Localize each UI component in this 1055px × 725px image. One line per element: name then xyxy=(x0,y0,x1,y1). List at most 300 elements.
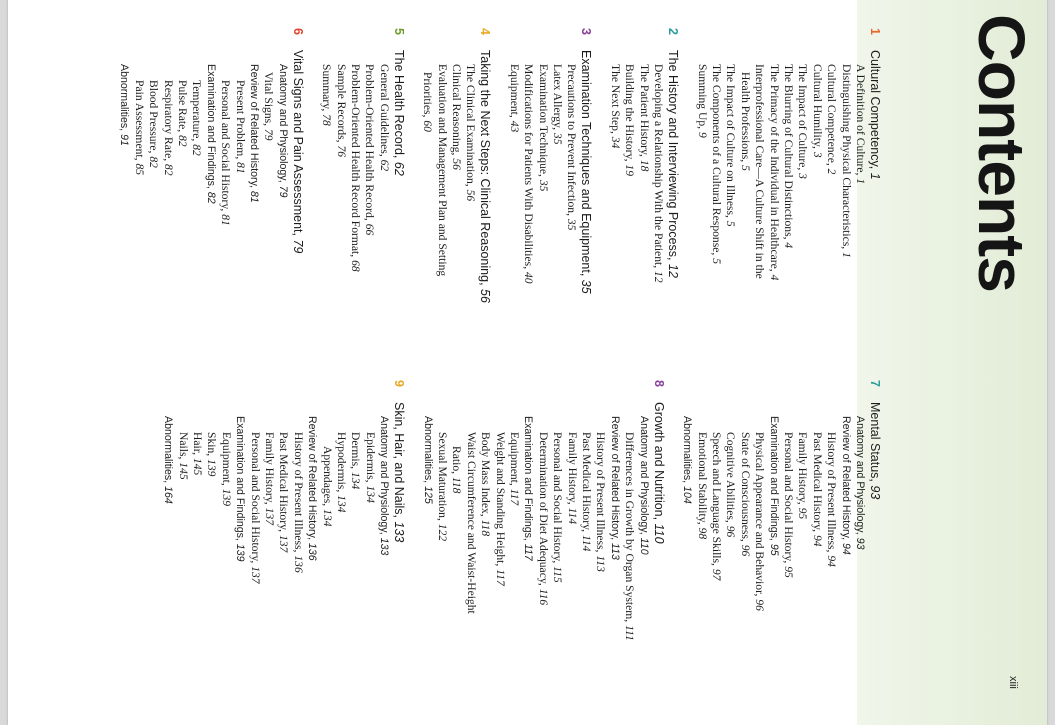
toc-entry-page: 68 xyxy=(349,260,363,272)
toc-entry xyxy=(463,28,477,358)
document-page xyxy=(8,0,1047,725)
chapter-number: 9 xyxy=(392,380,407,387)
toc-entry-page: 18 xyxy=(637,159,651,172)
toc-entry-page: 145 xyxy=(190,457,204,476)
toc-entry xyxy=(781,380,795,710)
toc-entry xyxy=(507,380,521,710)
toc-entry-text: Equipment, xyxy=(507,64,521,118)
toc-entry-text: Skin, xyxy=(205,432,219,457)
toc-entry-page: 35 xyxy=(565,218,579,231)
chapter-page-number: 133 xyxy=(392,521,407,543)
toc-entry-text: Body Mass Index, xyxy=(479,432,493,517)
toc-entry xyxy=(550,28,564,358)
toc-chapter xyxy=(319,28,406,358)
toc-entry-page: 104 xyxy=(681,486,694,504)
toc-entry-text: Pain Assessment, xyxy=(132,80,146,161)
toc-entry-page: 139 xyxy=(219,488,233,507)
chapter-heading xyxy=(867,380,882,710)
toc-entry-page: 136 xyxy=(306,542,319,561)
toc-entry-text: Past Medical History, xyxy=(580,432,594,533)
toc-entry xyxy=(521,28,535,358)
toc-entry-text: Latex Allergy, xyxy=(551,64,565,131)
toc-entry-text: Review of Related History, xyxy=(608,416,621,541)
toc-entry xyxy=(824,28,838,358)
toc-entry-page: 3 xyxy=(810,151,824,158)
toc-entry-page: 134 xyxy=(363,485,377,503)
chapter-heading xyxy=(651,380,666,710)
toc-entry xyxy=(275,28,289,358)
toc-entry xyxy=(232,28,246,358)
toc-entry xyxy=(435,380,449,710)
toc-entry xyxy=(420,28,434,358)
toc-entry-text: Cultural Competence, xyxy=(825,64,839,166)
chapter-page-number: 35 xyxy=(579,279,594,294)
toc-entry-text: Interprofessional Care—A Culture Shift in the xyxy=(753,64,767,279)
toc-entry xyxy=(752,28,766,358)
toc-entry xyxy=(809,28,823,358)
toc-entry xyxy=(809,380,823,710)
toc-entry-page: 114 xyxy=(580,534,594,552)
toc-entry-text: The Patient History, xyxy=(637,64,651,157)
toc-entry-text: General Guidelines, xyxy=(377,64,391,157)
toc-entry xyxy=(305,380,319,710)
toc-entry xyxy=(723,28,737,358)
toc-entry xyxy=(853,28,867,358)
chapter-page-number: 56 xyxy=(478,289,493,303)
toc-entry-text: Review of Related History, xyxy=(248,64,260,189)
chapter-title-text: Examination Techniques and Equipment, xyxy=(579,50,594,277)
toc-entry xyxy=(203,28,217,358)
toc-entry-text: Abnormalities, xyxy=(421,416,434,484)
toc-entry xyxy=(564,380,578,710)
toc-entry-text: Sexual Maturation, xyxy=(436,432,450,521)
toc-entry-page: 40 xyxy=(522,272,536,284)
chapter-page-number: 110 xyxy=(651,523,666,544)
toc-entry-text: Past Medical History, xyxy=(810,432,824,533)
chapter-title xyxy=(290,50,305,253)
toc-entry-text: Personal and Social History, xyxy=(219,80,233,212)
toc-entry-text: Emotional Stability, xyxy=(695,432,709,525)
toc-entry xyxy=(636,380,650,710)
toc-entry xyxy=(449,28,463,358)
toc-entry-text: Hair, xyxy=(190,432,204,456)
toc-entry xyxy=(376,28,390,358)
toc-entry-text: The Primacy of the Individual in Healthcare, xyxy=(767,64,781,272)
chapter-number: 5 xyxy=(391,28,406,35)
chapter-title xyxy=(391,50,406,176)
toc-chapter xyxy=(117,28,305,358)
toc-entry-text: Physical Appearance and Behavior, xyxy=(753,432,767,597)
toc-entry xyxy=(737,380,751,710)
toc-entry-page: 19 xyxy=(623,164,637,176)
toc-entry-page: 82 xyxy=(161,164,175,176)
toc-entry-page: 94 xyxy=(825,555,839,567)
toc-entry-page: 76 xyxy=(334,145,348,158)
toc-entry xyxy=(160,28,174,358)
toc-entry-text: Summary, xyxy=(320,64,334,112)
toc-entry-text: Evaluation and Management Plan and Setting xyxy=(435,64,449,277)
toc-entry-page: 3 xyxy=(796,173,810,179)
chapter-page-number: 62 xyxy=(391,161,406,176)
toc-entry-text: Dermis, xyxy=(349,432,363,470)
toc-entry-page: 125 xyxy=(421,486,434,504)
toc-entry-page: 62 xyxy=(377,159,391,172)
toc-entry-page: 81 xyxy=(248,190,260,203)
toc-entry xyxy=(218,28,232,358)
toc-entry-page: 97 xyxy=(709,568,723,581)
toc-entry xyxy=(795,28,809,358)
toc-entry-page: 79 xyxy=(276,185,289,198)
toc-entry-page: 82 xyxy=(175,135,189,147)
chapter-heading xyxy=(391,380,406,710)
chapter-title-text: The Health Record, xyxy=(391,50,406,159)
toc-entry xyxy=(853,380,867,710)
toc-entry-page: 4 xyxy=(767,274,781,281)
toc-entry xyxy=(622,380,636,710)
toc-entry xyxy=(680,380,694,710)
toc-entry-page: 94 xyxy=(810,534,824,547)
chapter-title xyxy=(579,50,594,294)
toc-entry-text: Examination and Findings, xyxy=(767,416,780,541)
toc-entry-text: Abnormalities, xyxy=(162,416,175,484)
chapter-number: 6 xyxy=(290,28,305,35)
toc-entry xyxy=(161,380,175,710)
toc-entry xyxy=(535,28,549,358)
page-folio: xiii xyxy=(1007,676,1019,689)
toc-entry xyxy=(694,28,708,358)
toc-entry-page: 134 xyxy=(335,495,348,513)
toc-entry-text: Present Problem, xyxy=(233,80,247,160)
toc-entry-page: 85 xyxy=(132,163,146,176)
toc-entry-text: Problem-Oriented Health Record, xyxy=(363,64,377,221)
toc-entry xyxy=(651,28,665,358)
toc-entry xyxy=(838,380,852,710)
toc-entry-page: 96 xyxy=(738,544,752,557)
toc-entry xyxy=(709,28,723,358)
toc-entry xyxy=(564,28,578,358)
toc-entry-page: 1 xyxy=(854,178,867,185)
toc-entry-page: 43 xyxy=(507,120,521,133)
toc-chapter xyxy=(694,28,882,358)
toc-entry xyxy=(362,28,376,358)
toc-entry-page: 98 xyxy=(695,527,709,540)
toc-entry xyxy=(838,28,852,358)
toc-entry-text: Abnormalities, xyxy=(681,416,694,484)
rotated-contents-page xyxy=(8,0,1047,725)
toc-entry-text: Precautions to Prevent Infection, xyxy=(565,64,579,216)
toc-entry xyxy=(463,380,477,710)
toc-entry-text: Personal and Social History, xyxy=(551,432,565,564)
toc-entry xyxy=(622,28,636,358)
toc-entry xyxy=(362,380,376,710)
toc-entry-page: 133 xyxy=(378,537,391,556)
chapter-heading xyxy=(579,28,594,358)
toc-entry-page: 5 xyxy=(709,258,723,264)
toc-entry xyxy=(492,380,506,710)
chapter-page-number: 12 xyxy=(666,264,681,278)
chapter-heading xyxy=(391,28,406,358)
chapter-title-text: Cultural Competency, xyxy=(868,50,882,170)
chapter-heading xyxy=(867,28,882,358)
chapter-title-text: Mental Status, xyxy=(868,402,882,482)
toc-entry-page: 113 xyxy=(594,555,608,572)
toc-entry xyxy=(506,28,520,358)
toc-entry-page: 110 xyxy=(637,537,650,555)
toc-entry-text: Past Medical History, xyxy=(277,432,291,533)
toc-entry-text: History of Present Illness, xyxy=(594,432,608,553)
toc-entry-page: 95 xyxy=(767,543,780,556)
toc-entry xyxy=(521,380,535,710)
toc-entry-text: Anatomy and Physiology, xyxy=(637,416,650,535)
chapter-number: 1 xyxy=(868,28,882,35)
toc-entry-text: Anatomy and Physiology, xyxy=(854,416,866,535)
chapter-title-text: Skin, Hair, and Nails, xyxy=(392,402,407,519)
toc-entry-text: Waist Circumference and Waist-Height xyxy=(464,432,478,614)
chapter-title-text: Taking the Next Steps: Clinical Reasoning, xyxy=(478,50,493,286)
toc-entry-text: Equipment, xyxy=(219,432,233,486)
toc-entry-text: Ratio, xyxy=(450,446,464,475)
chapter-title xyxy=(391,402,406,542)
toc-entry xyxy=(781,28,795,358)
toc-entry-page: 96 xyxy=(753,599,767,611)
toc-entry xyxy=(579,380,593,710)
toc-entry-text: Vital Signs, xyxy=(262,72,276,127)
toc-entry-text: Distinguishing Physical Characteristics, xyxy=(839,64,853,250)
toc-entry xyxy=(608,28,622,358)
toc-entry-text: The Components of a Cultural Response, xyxy=(709,64,723,256)
chapter-heading xyxy=(477,28,492,358)
toc-entry-text: Pulse Rate, xyxy=(175,80,189,133)
toc-entry-page: 115 xyxy=(551,566,565,583)
toc-entry-page: 81 xyxy=(233,162,247,174)
toc-entry-text: Family History, xyxy=(565,432,579,505)
toc-entry-text: Examination Technique, xyxy=(536,64,550,177)
toc-entry-text: Cultural Humility, xyxy=(810,64,824,149)
toc-entry-page: 82 xyxy=(147,156,161,168)
toc-entry-page: 82 xyxy=(204,191,217,204)
toc-entry-page: 56 xyxy=(450,158,464,170)
chapter-title-text: Vital Signs and Pain Assessment, xyxy=(290,50,305,236)
toc-entry-page: 134 xyxy=(349,471,363,490)
toc-entry-page: 9 xyxy=(695,131,709,138)
toc-entry-page: 35 xyxy=(551,132,565,145)
toc-entry-page: 93 xyxy=(854,537,866,550)
toc-entry xyxy=(766,28,780,358)
toc-entry xyxy=(535,380,549,710)
toc-entry-text: The Blurring of Cultural Distinctions, xyxy=(781,64,795,240)
toc-entry-text: The Next Step, xyxy=(608,64,622,134)
toc-entry xyxy=(550,380,564,710)
toc-entry-page: 91 xyxy=(118,134,131,146)
toc-entry-page: 117 xyxy=(522,543,535,561)
toc-entry-text: Examination and Findings, xyxy=(204,64,217,189)
toc-entry xyxy=(117,28,131,358)
toc-entry-text: Building the History, xyxy=(623,64,637,162)
toc-entry-page: 79 xyxy=(262,128,276,141)
toc-entry-text: History of Present Illness, xyxy=(825,432,839,553)
toc-entry xyxy=(478,380,492,710)
toc-entry xyxy=(189,28,203,358)
chapter-title xyxy=(651,402,666,544)
toc-entry xyxy=(175,380,189,710)
toc-entry-page: 95 xyxy=(796,507,810,520)
toc-entry xyxy=(276,380,290,710)
toc-entry xyxy=(290,380,304,710)
toc-entry-text: Anatomy and Physiology, xyxy=(276,64,289,183)
toc-entry-page: 60 xyxy=(421,120,435,132)
toc-entry-text: Family History, xyxy=(262,432,276,505)
chapter-number: 4 xyxy=(478,28,493,35)
toc-entry-text: Cognitive Abilities, xyxy=(724,432,738,523)
toc-entry xyxy=(261,28,275,358)
toc-entry-page: 113 xyxy=(608,542,621,560)
toc-entry-text: Weight and Standing Height, xyxy=(493,432,507,567)
toc-entry-page: 34 xyxy=(608,136,622,149)
toc-entry-page: 118 xyxy=(450,476,464,494)
toc-chapter xyxy=(680,380,882,710)
toc-entry xyxy=(824,380,838,710)
chapter-title xyxy=(867,402,882,499)
toc-column-right xyxy=(147,380,882,710)
toc-entry xyxy=(766,380,780,710)
toc-chapter xyxy=(420,380,666,710)
toc-entry xyxy=(737,28,751,358)
toc-entry-page: 12 xyxy=(652,271,666,283)
toc-entry xyxy=(131,28,145,358)
toc-entry-text: The Impact of Culture on Illness, xyxy=(724,64,738,218)
toc-entry-text: Determination of Diet Adequacy, xyxy=(536,432,550,586)
toc-entry xyxy=(795,380,809,710)
toc-entry-text: Personal and Social History, xyxy=(781,432,795,564)
toc-entry-text: Abnormalities, xyxy=(118,64,131,132)
toc-entry-text: Modifications for Patients With Disabilities, xyxy=(522,64,536,270)
chapter-number: 3 xyxy=(579,28,594,35)
toc-entry-page: 145 xyxy=(176,462,190,480)
toc-entry-text: Anatomy and Physiology, xyxy=(378,416,391,535)
toc-entry-page: 137 xyxy=(248,566,262,584)
toc-entry-text: State of Consciousness, xyxy=(738,432,752,542)
toc-entry xyxy=(694,380,708,710)
toc-entry-page: 122 xyxy=(436,523,450,542)
toc-entry-page: 81 xyxy=(219,214,233,226)
toc-entry xyxy=(593,380,607,710)
toc-entry-page: 136 xyxy=(291,555,305,573)
toc-entry-text: Problem-Oriented Health Record Format, xyxy=(349,64,363,258)
toc-entry xyxy=(377,380,391,710)
toc-entry-text: The Clinical Examination, xyxy=(464,64,478,187)
toc-entry xyxy=(190,380,204,710)
toc-entry-page: 56 xyxy=(464,189,478,202)
toc-entry-page: 114 xyxy=(565,507,579,525)
toc-entry xyxy=(204,380,218,710)
toc-entry xyxy=(175,28,189,358)
toc-entry-page: 117 xyxy=(493,569,507,586)
toc-entry xyxy=(449,380,463,710)
chapter-number: 7 xyxy=(868,380,882,387)
toc-entry-text: Family History, xyxy=(796,432,810,505)
toc-entry xyxy=(636,28,650,358)
toc-entry-page: 116 xyxy=(536,588,550,606)
chapter-page-number: 79 xyxy=(290,239,305,254)
toc-entry-text: Sample Records, xyxy=(334,64,348,143)
toc-entry-page: 95 xyxy=(781,566,795,578)
chapter-number: 8 xyxy=(651,380,666,387)
chapter-heading xyxy=(665,28,680,358)
toc-entry xyxy=(247,380,261,710)
toc-entry xyxy=(262,380,276,710)
toc-chapter xyxy=(420,28,493,358)
toc-entry-text: Appendages, xyxy=(320,446,334,507)
toc-entry-text: Examination and Findings, xyxy=(522,416,535,541)
toc-entry-text: Temperature, xyxy=(190,80,204,142)
toc-entry-page: 82 xyxy=(190,144,204,156)
toc-entry-text: Review of Related History, xyxy=(839,416,852,541)
toc-entry-text: Examination and Findings, xyxy=(234,416,247,541)
toc-entry-page: 78 xyxy=(320,114,334,126)
page-title: Contents xyxy=(965,14,1039,292)
toc-entry xyxy=(333,28,347,358)
toc-entry-page: 134 xyxy=(320,509,334,527)
toc-entry-text: Hypodermis, xyxy=(335,432,348,493)
toc-column-left xyxy=(103,28,882,358)
toc-entry xyxy=(608,380,622,710)
toc-entry-text: Review of Related History, xyxy=(306,416,319,541)
toc-entry-text: History of Present Illness, xyxy=(291,432,305,553)
toc-entry-text: Health Professions, xyxy=(738,72,752,163)
toc-entry-page: 164 xyxy=(162,486,175,504)
chapter-title-text: Growth and Nutrition, xyxy=(651,402,666,521)
chapter-page-number: 1 xyxy=(868,172,882,180)
toc-entry xyxy=(218,380,232,710)
toc-entry xyxy=(334,380,348,710)
toc-entry xyxy=(348,380,362,710)
toc-entry-page: 94 xyxy=(839,542,852,555)
chapter-number: 2 xyxy=(666,28,681,35)
toc-entry-page: 137 xyxy=(262,507,276,525)
chapter-title xyxy=(477,50,492,303)
toc-entry xyxy=(752,380,766,710)
toc-entry xyxy=(709,380,723,710)
toc-entry-text: Clinical Reasoning, xyxy=(450,64,464,156)
toc-entry xyxy=(723,380,737,710)
toc-entry xyxy=(146,28,160,358)
toc-entry-page: 137 xyxy=(277,534,291,553)
chapter-title-text: The History and Interviewing Process, xyxy=(666,50,681,261)
toc-entry-page: 139 xyxy=(205,459,219,477)
toc-entry xyxy=(319,28,333,358)
toc-entry-text: Equipment, xyxy=(508,432,522,486)
toc-entry-page: 111 xyxy=(623,625,637,641)
chapter-page-number: 93 xyxy=(868,485,882,500)
toc-entry xyxy=(420,380,434,710)
toc-entry-page: 1 xyxy=(839,252,853,258)
toc-entry-page: 5 xyxy=(724,220,738,227)
toc-entry-text: Priorities, xyxy=(421,72,435,118)
toc-entry-page: 96 xyxy=(724,525,738,538)
toc-entry xyxy=(319,380,333,710)
toc-entry xyxy=(247,28,261,358)
chapter-title xyxy=(867,50,882,180)
toc-entry xyxy=(348,28,362,358)
toc-entry-text: Developing a Relationship With the Patient, xyxy=(652,64,666,269)
toc-entry-page: 118 xyxy=(479,519,493,537)
toc-entry-text: Differences in Growth by Organ System, xyxy=(623,432,637,623)
toc-entry-text: Summing Up, xyxy=(695,64,709,130)
toc-entry-text: Blood Pressure, xyxy=(147,80,161,154)
toc-chapter xyxy=(608,28,681,358)
toc-entry-text: Speech and Language Skills, xyxy=(709,432,723,566)
toc-entry-page: 5 xyxy=(738,165,752,171)
